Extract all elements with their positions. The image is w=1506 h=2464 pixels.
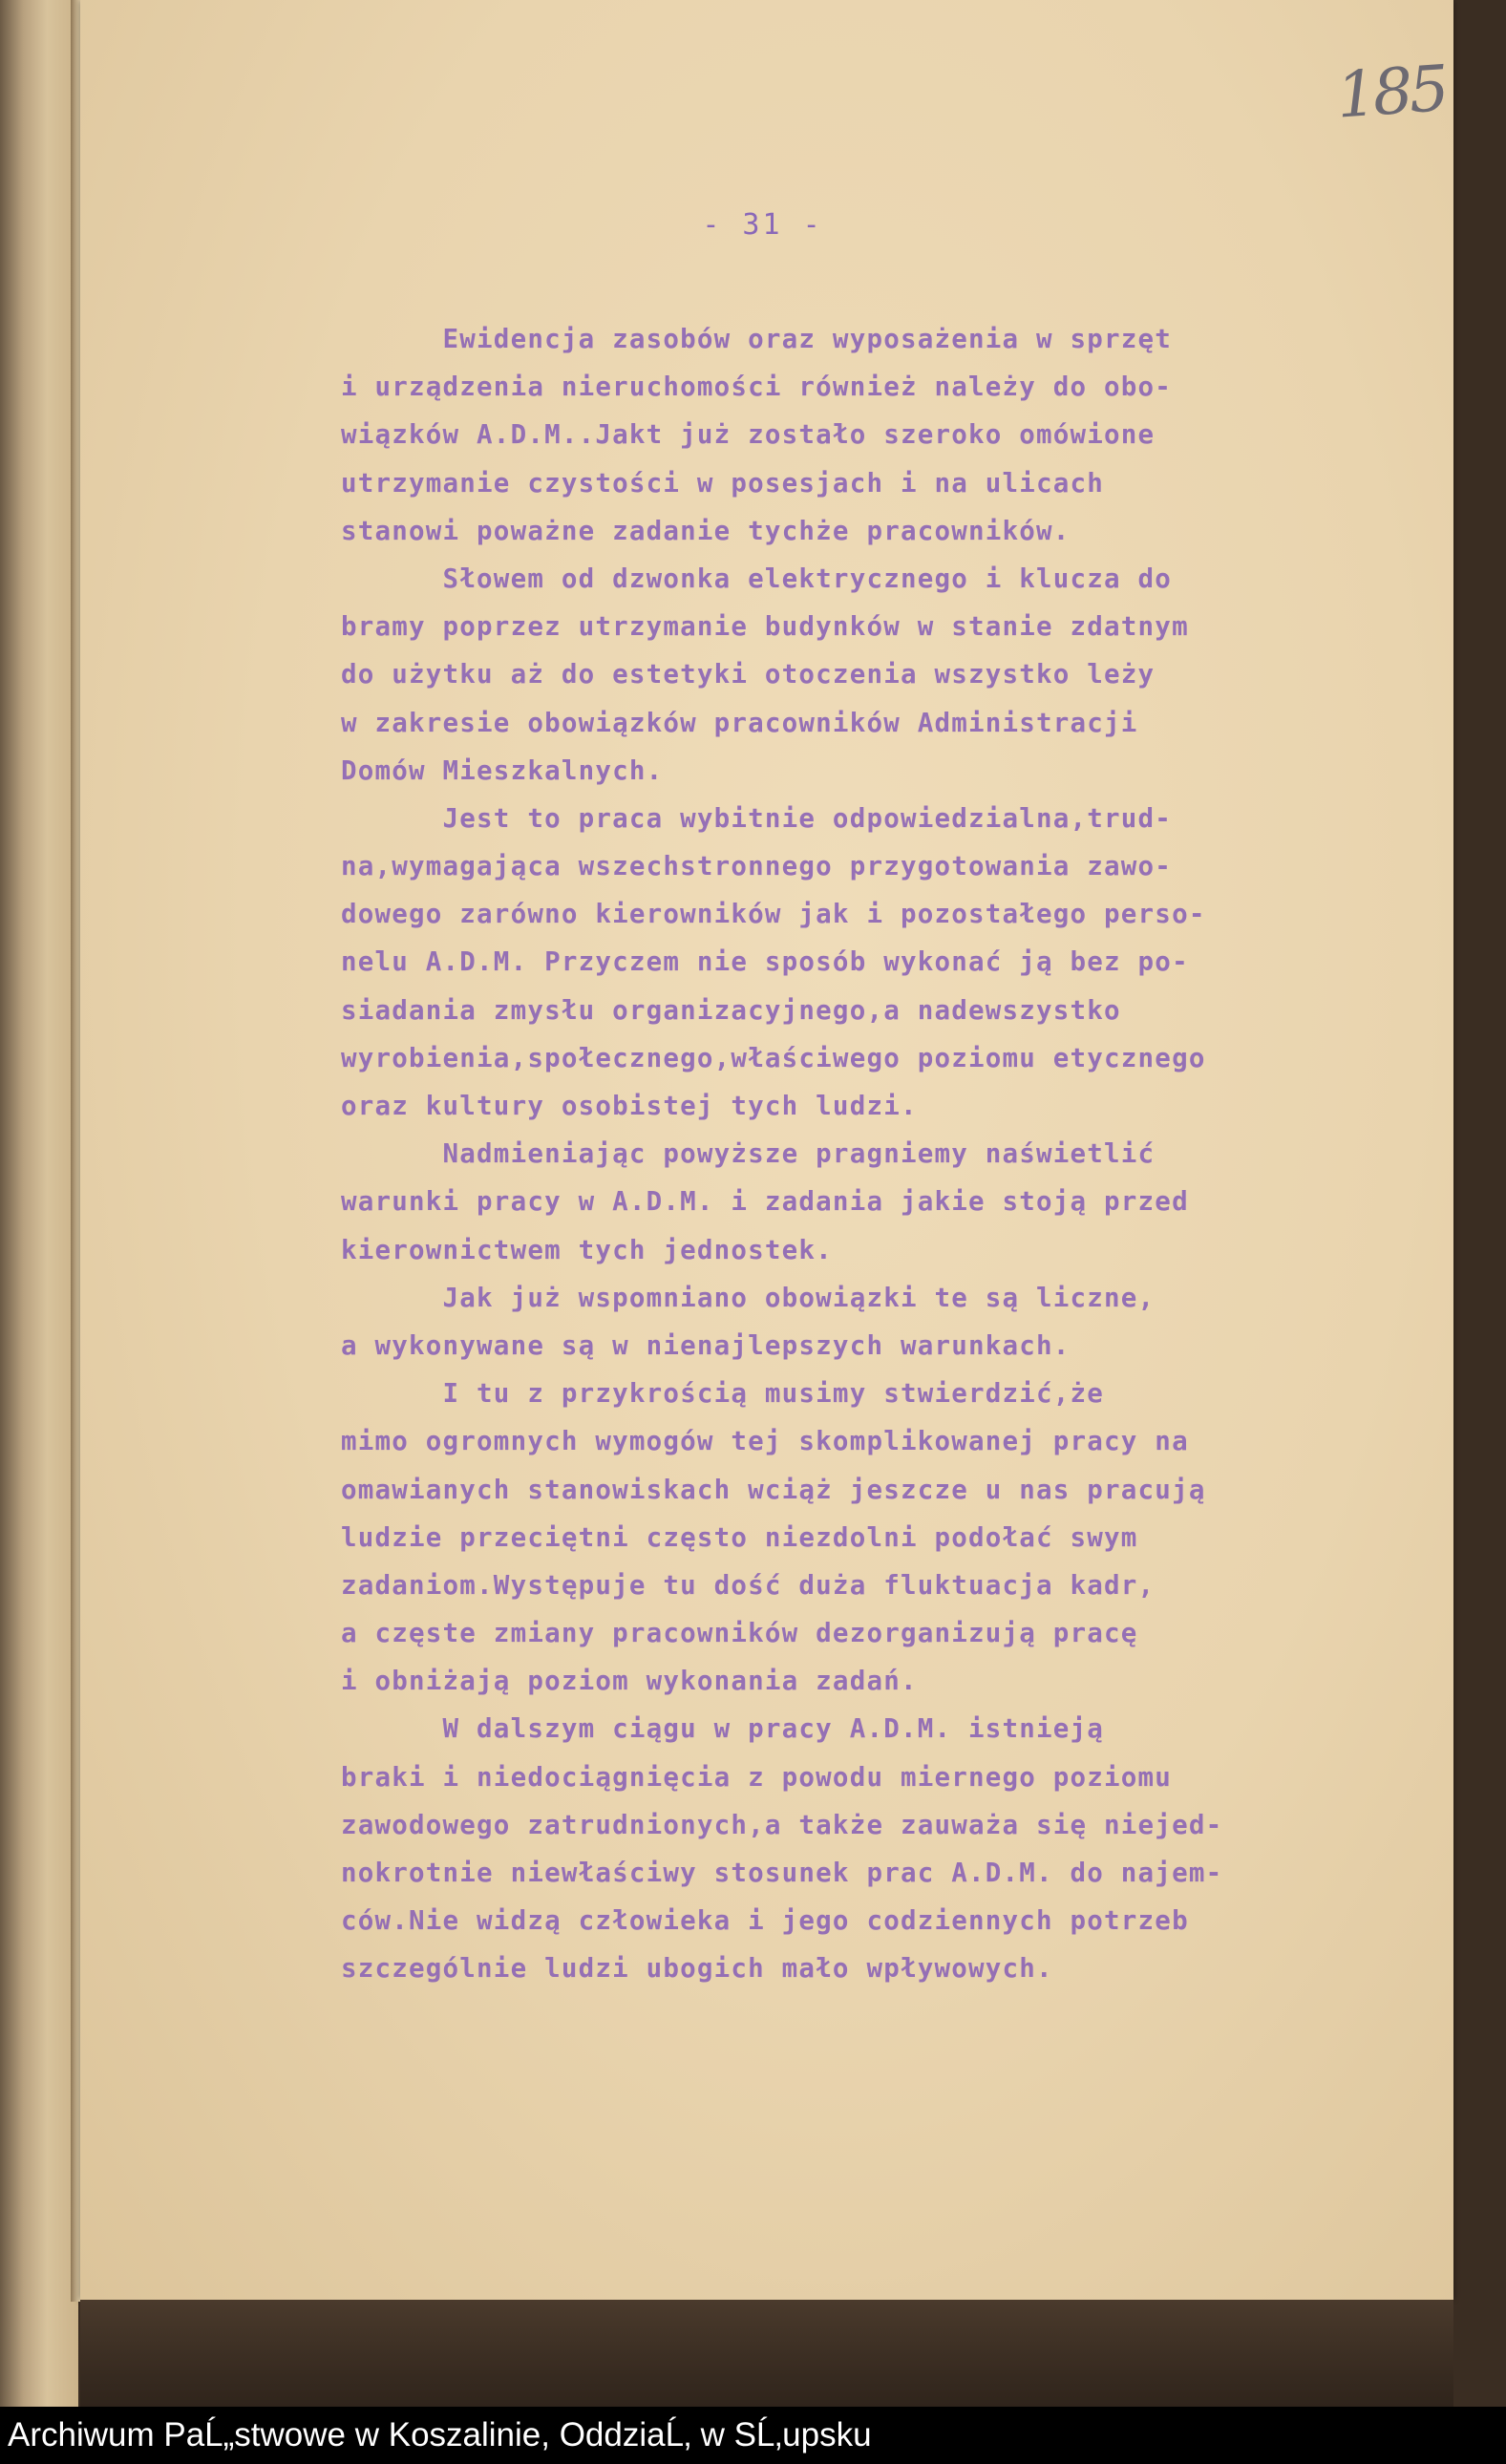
text-line: bramy poprzez utrzymanie budynków w stanie zdatnym: [341, 611, 1189, 643]
text-line: a wykonywane są w nienajlepszych warunkach.: [341, 1329, 1071, 1361]
text-line: zadaniom.Występuje tu dość duża fluktuacja kadr,: [341, 1569, 1156, 1601]
text-line: oraz kultury osobistej tych ludzi.: [341, 1091, 918, 1121]
text-line: warunki pracy w A.D.M. i zadania jakie stoją przed: [341, 1186, 1189, 1218]
archive-caption: Archiwum PaĹ„stwowe w Koszalinie, OddziaĹ‚ w SĹ‚upsku: [0, 2407, 1506, 2464]
book-binding: [0, 0, 78, 2407]
text-line: Jak już wspomniano obowiązki te są liczne,: [341, 1282, 1156, 1313]
binding-edge: [71, 0, 80, 2302]
text-line: Ewidencja zasobów oraz wyposażenia w sprzęt: [341, 324, 1173, 354]
text-line: szczególnie ludzi ubogich mało wpływowych.: [341, 1953, 1053, 1985]
text-line: omawianych stanowiskach wciąż jeszcze u nas pracują: [341, 1474, 1206, 1505]
text-line: Domów Mieszkalnych.: [341, 754, 664, 786]
page-shadow: [80, 2300, 1453, 2407]
text-line: wyrobienia,społecznego,właściwego poziomu etycznego: [341, 1042, 1206, 1073]
text-line: a częste zmiany pracowników dezorganizują pracę: [341, 1618, 1138, 1649]
text-line: kierownictwem tych jednostek.: [341, 1234, 833, 1265]
text-line: dowego zarówno kierowników jak i pozostałego perso-: [341, 899, 1206, 930]
text-line: w zakresie obowiązków pracowników Administracji: [341, 707, 1138, 738]
text-line: ludzie przeciętni często niezdolni podołać swym: [341, 1521, 1138, 1553]
text-line: i obniżają poziom wykonania zadań.: [341, 1666, 918, 1697]
text-line: na,wymagająca wszechstronnego przygotowania zawo-: [341, 851, 1173, 882]
text-line: braki i niedociągnięcia z powodu miernego poziomu: [341, 1761, 1173, 1793]
text-line: i urządzenia nieruchomości również należy do obo-: [341, 372, 1173, 403]
text-line: W dalszym ciągu w pracy A.D.M. istnieją: [341, 1713, 1105, 1745]
page-number: - 31 -: [702, 208, 823, 242]
text-line: I tu z przykrością musimy stwierdzić,że: [341, 1378, 1105, 1410]
text-line: wiązków A.D.M..Jakt już zostało szeroko omówione: [341, 419, 1156, 451]
text-line: Słowem od dzwonka elektrycznego i klucza do: [341, 563, 1173, 594]
text-line: Nadmieniając powyższe pragniemy naświetlić: [341, 1138, 1156, 1170]
folio-number: 185: [1333, 51, 1449, 133]
text-line: mimo ogromnych wymogów tej skomplikowanej pracy na: [341, 1426, 1189, 1457]
typewritten-text: [341, 315, 1458, 1993]
text-line: siadania zmysłu organizacyjnego,a nadewszystko: [341, 994, 1121, 1026]
text-line: zawodowego zatrudnionych,a także zauważa się niejed-: [341, 1809, 1223, 1840]
text-line: utrzymanie czystości w posesjach i na ulicach: [341, 467, 1105, 499]
text-line: do użytku aż do estetyki otoczenia wszystko leży: [341, 659, 1156, 690]
text-line: ców.Nie widzą człowieka i jego codziennych potrzeb: [341, 1905, 1189, 1937]
text-line: Jest to praca wybitnie odpowiedzialna,trud-: [341, 802, 1173, 834]
text-line: nokrotnie niewłaściwy stosunek prac A.D.M. do najem-: [341, 1858, 1223, 1888]
text-line: stanowi poważne zadanie tychże pracowników.: [341, 515, 1071, 546]
text-line: nelu A.D.M. Przyczem nie sposób wykonać ją bez po-: [341, 946, 1189, 978]
